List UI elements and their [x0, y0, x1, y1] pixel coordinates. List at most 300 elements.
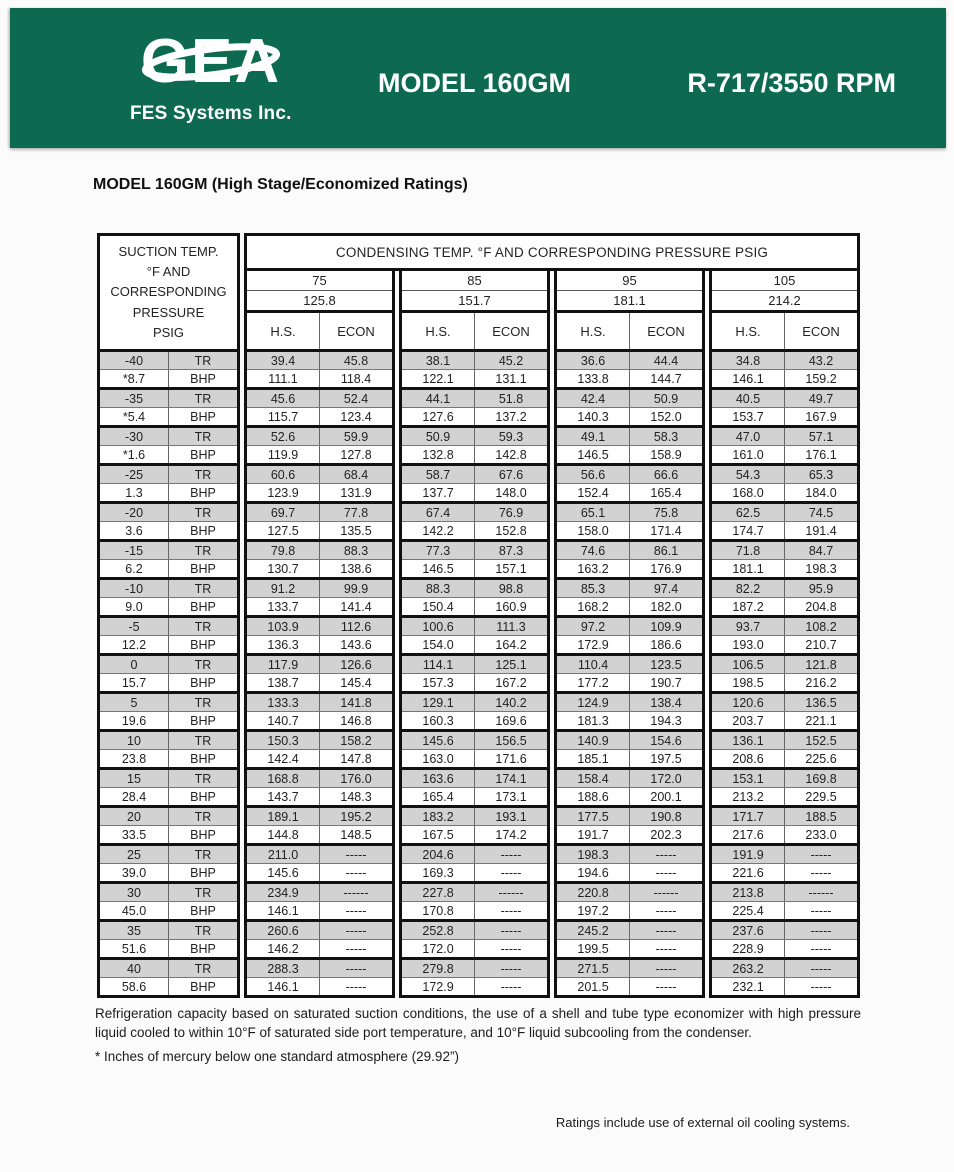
value-cell: 157.1 — [475, 560, 549, 579]
value-cell: 194.6 — [556, 864, 630, 883]
value-cell: 127.8 — [320, 446, 394, 465]
value-cell: 164.2 — [475, 636, 549, 655]
value-cell: 68.4 — [320, 465, 394, 484]
table-row-bhp — [99, 560, 859, 579]
value-cell: 60.6 — [246, 465, 320, 484]
value-cell: ----- — [475, 845, 549, 864]
value-cell: 190.7 — [630, 674, 704, 693]
value-cell: 193.1 — [475, 807, 549, 826]
row-label-cell: BHP — [169, 370, 239, 389]
value-cell: 152.4 — [556, 484, 630, 503]
value-cell: ----- — [475, 921, 549, 940]
condensing-group-85 — [401, 270, 549, 312]
value-cell: 177.2 — [556, 674, 630, 693]
value-cell: 62.5 — [711, 503, 785, 522]
value-cell: 50.9 — [630, 389, 704, 408]
value-cell: 74.5 — [785, 503, 859, 522]
value-cell: 120.6 — [711, 693, 785, 712]
value-cell: 229.5 — [785, 788, 859, 807]
suction-temp-cell: 30 — [99, 883, 169, 902]
value-cell: ------ — [320, 883, 394, 902]
value-cell: 227.8 — [401, 883, 475, 902]
value-cell: 146.5 — [556, 446, 630, 465]
value-cell: ----- — [475, 940, 549, 959]
suction-temp-cell: 35 — [99, 921, 169, 940]
value-cell: 252.8 — [401, 921, 475, 940]
value-cell: 167.2 — [475, 674, 549, 693]
table-row-tr — [99, 959, 859, 978]
row-label-cell: TR — [169, 883, 239, 902]
banner-spec-title: R-717/3550 RPM — [687, 68, 896, 98]
row-label-cell: BHP — [169, 864, 239, 883]
value-cell: 110.4 — [556, 655, 630, 674]
value-cell: 185.1 — [556, 750, 630, 769]
value-cell: 172.0 — [401, 940, 475, 959]
value-cell: 67.6 — [475, 465, 549, 484]
table-row-bhp — [99, 674, 859, 693]
value-cell: 279.8 — [401, 959, 475, 978]
value-cell: 36.6 — [556, 351, 630, 370]
value-cell: 77.8 — [320, 503, 394, 522]
row-label-cell: BHP — [169, 484, 239, 503]
value-cell: 146.5 — [401, 560, 475, 579]
value-cell: 138.6 — [320, 560, 394, 579]
value-cell: 210.7 — [785, 636, 859, 655]
table-row-tr — [99, 921, 859, 940]
value-cell: ----- — [785, 959, 859, 978]
suction-temp-cell: -35 — [99, 389, 169, 408]
value-cell: ----- — [630, 978, 704, 997]
suction-pressure-cell: 23.8 — [99, 750, 169, 769]
value-cell: 208.6 — [711, 750, 785, 769]
value-cell: 171.7 — [711, 807, 785, 826]
value-cell: 170.8 — [401, 902, 475, 921]
value-cell: ----- — [785, 902, 859, 921]
value-cell: ----- — [475, 864, 549, 883]
econ-column-header: ECON — [630, 312, 704, 351]
banner-titles — [378, 68, 896, 99]
value-cell: 198.5 — [711, 674, 785, 693]
value-cell: 174.2 — [475, 826, 549, 845]
value-cell: 197.2 — [556, 902, 630, 921]
value-cell: 136.5 — [785, 693, 859, 712]
value-cell: ----- — [320, 864, 394, 883]
suction-pressure-cell: 39.0 — [99, 864, 169, 883]
value-cell: 172.0 — [630, 769, 704, 788]
table-row-tr — [99, 845, 859, 864]
row-label-cell: TR — [169, 731, 239, 750]
value-cell: ----- — [320, 845, 394, 864]
value-cell: 158.9 — [630, 446, 704, 465]
value-cell: 193.0 — [711, 636, 785, 655]
value-cell: 198.3 — [785, 560, 859, 579]
value-cell: ----- — [630, 959, 704, 978]
value-cell: 135.5 — [320, 522, 394, 541]
suction-header-cell: SUCTION TEMP. °F AND CORRESPONDING PRESSURE PSIG — [99, 235, 239, 351]
value-cell: 77.3 — [401, 541, 475, 560]
value-cell: 137.7 — [401, 484, 475, 503]
value-cell: 146.1 — [246, 978, 320, 997]
value-cell: 69.7 — [246, 503, 320, 522]
row-label-cell: TR — [169, 655, 239, 674]
value-cell: ----- — [630, 902, 704, 921]
row-label-cell: BHP — [169, 940, 239, 959]
value-cell: 39.4 — [246, 351, 320, 370]
value-cell: 198.3 — [556, 845, 630, 864]
condensing-temp: 105 — [773, 273, 796, 288]
suction-pressure-cell: *1.6 — [99, 446, 169, 465]
value-cell: 106.5 — [711, 655, 785, 674]
value-cell: 142.2 — [401, 522, 475, 541]
suction-pressure-cell: 33.5 — [99, 826, 169, 845]
row-label-cell: TR — [169, 351, 239, 370]
suction-temp-cell: -5 — [99, 617, 169, 636]
econ-column-header: ECON — [320, 312, 394, 351]
value-cell: 108.2 — [785, 617, 859, 636]
row-label-cell: BHP — [169, 446, 239, 465]
table-row-tr — [99, 351, 859, 370]
value-cell: 140.9 — [556, 731, 630, 750]
value-cell: 194.3 — [630, 712, 704, 731]
value-cell: 91.2 — [246, 579, 320, 598]
table-row-tr — [99, 389, 859, 408]
value-cell: ----- — [320, 940, 394, 959]
value-cell: 145.4 — [320, 674, 394, 693]
value-cell: 148.3 — [320, 788, 394, 807]
value-cell: 143.7 — [246, 788, 320, 807]
value-cell: 47.0 — [711, 427, 785, 446]
value-cell: 88.3 — [401, 579, 475, 598]
value-cell: 171.6 — [475, 750, 549, 769]
row-label-cell: BHP — [169, 750, 239, 769]
row-label-cell: BHP — [169, 788, 239, 807]
value-cell: 148.5 — [320, 826, 394, 845]
value-cell: 148.0 — [475, 484, 549, 503]
econ-column-header: ECON — [475, 312, 549, 351]
value-cell: 76.9 — [475, 503, 549, 522]
value-cell: 186.6 — [630, 636, 704, 655]
value-cell: 79.8 — [246, 541, 320, 560]
value-cell: ------ — [630, 883, 704, 902]
condensing-temp: 75 — [312, 273, 327, 288]
gea-logo-icon — [116, 18, 306, 106]
value-cell: ----- — [785, 864, 859, 883]
value-cell: ----- — [785, 845, 859, 864]
value-cell: 52.6 — [246, 427, 320, 446]
table-row-tr — [99, 541, 859, 560]
value-cell: 152.5 — [785, 731, 859, 750]
row-label-cell: BHP — [169, 712, 239, 731]
value-cell: 204.8 — [785, 598, 859, 617]
value-cell: 85.3 — [556, 579, 630, 598]
value-cell: 225.6 — [785, 750, 859, 769]
row-label-cell: TR — [169, 617, 239, 636]
row-label-cell: TR — [169, 579, 239, 598]
value-cell: 174.1 — [475, 769, 549, 788]
value-cell: 146.2 — [246, 940, 320, 959]
value-cell: 50.9 — [401, 427, 475, 446]
suction-pressure-cell: 19.6 — [99, 712, 169, 731]
value-cell: ----- — [630, 845, 704, 864]
value-cell: ----- — [785, 921, 859, 940]
suction-pressure-cell: 45.0 — [99, 902, 169, 921]
value-cell: 100.6 — [401, 617, 475, 636]
value-cell: 45.6 — [246, 389, 320, 408]
suction-temp-cell: -25 — [99, 465, 169, 484]
value-cell: 171.4 — [630, 522, 704, 541]
value-cell: 182.0 — [630, 598, 704, 617]
logo-subtitle: FES Systems Inc. — [130, 103, 292, 124]
value-cell: 213.2 — [711, 788, 785, 807]
value-cell: 67.4 — [401, 503, 475, 522]
value-cell: 153.1 — [711, 769, 785, 788]
value-cell: 197.5 — [630, 750, 704, 769]
value-cell: 154.0 — [401, 636, 475, 655]
row-label-cell: BHP — [169, 674, 239, 693]
value-cell: 57.1 — [785, 427, 859, 446]
value-cell: 137.2 — [475, 408, 549, 427]
row-label-cell: TR — [169, 807, 239, 826]
value-cell: 121.8 — [785, 655, 859, 674]
value-cell: 112.6 — [320, 617, 394, 636]
suction-temp-cell: 25 — [99, 845, 169, 864]
value-cell: 168.2 — [556, 598, 630, 617]
value-cell: 123.5 — [630, 655, 704, 674]
condensing-pressure: 151.7 — [402, 290, 547, 310]
value-cell: 160.3 — [401, 712, 475, 731]
suction-pressure-cell: 9.0 — [99, 598, 169, 617]
value-cell: 191.9 — [711, 845, 785, 864]
value-cell: 130.7 — [246, 560, 320, 579]
value-cell: 176.1 — [785, 446, 859, 465]
value-cell: ----- — [785, 978, 859, 997]
value-cell: 54.3 — [711, 465, 785, 484]
header-banner — [10, 8, 946, 148]
value-cell: 138.4 — [630, 693, 704, 712]
suction-temp-cell: 40 — [99, 959, 169, 978]
ratings-table — [97, 233, 860, 998]
value-cell: 97.2 — [556, 617, 630, 636]
row-label-cell: TR — [169, 427, 239, 446]
hs-column-header: H.S. — [246, 312, 320, 351]
condensing-pressure: 181.1 — [557, 290, 702, 310]
value-cell: 56.6 — [556, 465, 630, 484]
value-cell: 221.6 — [711, 864, 785, 883]
table-row-tr — [99, 617, 859, 636]
notes-block — [95, 1005, 861, 1067]
value-cell: 142.4 — [246, 750, 320, 769]
value-cell: 145.6 — [401, 731, 475, 750]
value-cell: ----- — [320, 959, 394, 978]
value-cell: 245.2 — [556, 921, 630, 940]
table-row-tr — [99, 731, 859, 750]
value-cell: 217.6 — [711, 826, 785, 845]
row-label-cell: TR — [169, 769, 239, 788]
value-cell: 199.5 — [556, 940, 630, 959]
value-cell: 124.9 — [556, 693, 630, 712]
value-cell: ----- — [475, 959, 549, 978]
value-cell: 203.7 — [711, 712, 785, 731]
value-cell: 232.1 — [711, 978, 785, 997]
econ-column-header: ECON — [785, 312, 859, 351]
row-label-cell: TR — [169, 921, 239, 940]
value-cell: 176.9 — [630, 560, 704, 579]
value-cell: 88.3 — [320, 541, 394, 560]
value-cell: 169.3 — [401, 864, 475, 883]
value-cell: 234.9 — [246, 883, 320, 902]
table-row-bhp — [99, 446, 859, 465]
value-cell: 97.4 — [630, 579, 704, 598]
gea-logo — [116, 18, 316, 125]
value-cell: 144.7 — [630, 370, 704, 389]
table-gap — [549, 270, 556, 997]
value-cell: 271.5 — [556, 959, 630, 978]
value-cell: 168.8 — [246, 769, 320, 788]
value-cell: 221.1 — [785, 712, 859, 731]
value-cell: ----- — [630, 864, 704, 883]
value-cell: 146.8 — [320, 712, 394, 731]
value-cell: 143.6 — [320, 636, 394, 655]
row-label-cell: BHP — [169, 598, 239, 617]
value-cell: 93.7 — [711, 617, 785, 636]
suction-temp-cell: -30 — [99, 427, 169, 446]
value-cell: 133.3 — [246, 693, 320, 712]
value-cell: 142.8 — [475, 446, 549, 465]
row-label-cell: BHP — [169, 902, 239, 921]
value-cell: 187.2 — [711, 598, 785, 617]
value-cell: 133.8 — [556, 370, 630, 389]
hs-column-header: H.S. — [711, 312, 785, 351]
row-label-cell: TR — [169, 693, 239, 712]
value-cell: 211.0 — [246, 845, 320, 864]
value-cell: 145.6 — [246, 864, 320, 883]
footer-note: Ratings include use of external oil cooling systems. — [555, 1115, 850, 1130]
row-label-cell: BHP — [169, 560, 239, 579]
table-row-tr — [99, 427, 859, 446]
suction-temp-cell: 0 — [99, 655, 169, 674]
value-cell: 288.3 — [246, 959, 320, 978]
suction-temp-cell: 10 — [99, 731, 169, 750]
suction-pressure-cell: 58.6 — [99, 978, 169, 997]
value-cell: 163.0 — [401, 750, 475, 769]
value-cell: 49.1 — [556, 427, 630, 446]
value-cell: 138.7 — [246, 674, 320, 693]
value-cell: 168.0 — [711, 484, 785, 503]
table-row-bhp — [99, 712, 859, 731]
value-cell: 169.6 — [475, 712, 549, 731]
value-cell: ----- — [475, 902, 549, 921]
value-cell: 174.7 — [711, 522, 785, 541]
value-cell: 146.1 — [711, 370, 785, 389]
value-cell: 181.1 — [711, 560, 785, 579]
value-cell: 87.3 — [475, 541, 549, 560]
value-cell: 150.4 — [401, 598, 475, 617]
value-cell: 52.4 — [320, 389, 394, 408]
value-cell: 237.6 — [711, 921, 785, 940]
value-cell: 127.5 — [246, 522, 320, 541]
condensing-pressure: 125.8 — [247, 290, 392, 310]
value-cell: 125.1 — [475, 655, 549, 674]
value-cell: 58.3 — [630, 427, 704, 446]
value-cell: 131.9 — [320, 484, 394, 503]
value-cell: 220.8 — [556, 883, 630, 902]
value-cell: 95.9 — [785, 579, 859, 598]
value-cell: 165.4 — [630, 484, 704, 503]
table-gap — [394, 270, 401, 997]
value-cell: 153.7 — [711, 408, 785, 427]
row-label-cell: TR — [169, 389, 239, 408]
value-cell: 84.7 — [785, 541, 859, 560]
row-label-cell: BHP — [169, 408, 239, 427]
value-cell: 49.7 — [785, 389, 859, 408]
value-cell: 45.2 — [475, 351, 549, 370]
value-cell: 51.8 — [475, 389, 549, 408]
value-cell: 204.6 — [401, 845, 475, 864]
table-gap — [239, 235, 246, 997]
header-row — [99, 235, 859, 270]
condensing-temp: 85 — [467, 273, 482, 288]
value-cell: 147.8 — [320, 750, 394, 769]
value-cell: 163.2 — [556, 560, 630, 579]
ratings-table-wrap — [97, 233, 860, 998]
suction-pressure-cell: *8.7 — [99, 370, 169, 389]
suction-temp-cell: 20 — [99, 807, 169, 826]
value-cell: 191.7 — [556, 826, 630, 845]
value-cell: 161.0 — [711, 446, 785, 465]
value-cell: 111.3 — [475, 617, 549, 636]
value-cell: ----- — [320, 902, 394, 921]
value-cell: 154.6 — [630, 731, 704, 750]
value-cell: 176.0 — [320, 769, 394, 788]
svg-text:GEA: GEA — [140, 27, 282, 96]
value-cell: 38.1 — [401, 351, 475, 370]
table-row-bhp — [99, 978, 859, 997]
value-cell: 114.1 — [401, 655, 475, 674]
value-cell: 141.8 — [320, 693, 394, 712]
value-cell: 167.9 — [785, 408, 859, 427]
table-row-bhp — [99, 788, 859, 807]
suction-temp-cell: 5 — [99, 693, 169, 712]
table-row-tr — [99, 655, 859, 674]
value-cell: ----- — [785, 940, 859, 959]
value-cell: 127.6 — [401, 408, 475, 427]
value-cell: 118.4 — [320, 370, 394, 389]
table-row-bhp — [99, 408, 859, 427]
value-cell: 74.6 — [556, 541, 630, 560]
value-cell: 66.6 — [630, 465, 704, 484]
table-row-bhp — [99, 636, 859, 655]
value-cell: 163.6 — [401, 769, 475, 788]
value-cell: 216.2 — [785, 674, 859, 693]
value-cell: 140.2 — [475, 693, 549, 712]
value-cell: 160.9 — [475, 598, 549, 617]
suction-pressure-cell: 15.7 — [99, 674, 169, 693]
suction-temp-cell: -40 — [99, 351, 169, 370]
value-cell: 44.4 — [630, 351, 704, 370]
value-cell: ----- — [630, 921, 704, 940]
table-row-bhp — [99, 826, 859, 845]
value-cell: 188.6 — [556, 788, 630, 807]
table-row-tr — [99, 807, 859, 826]
value-cell: 158.0 — [556, 522, 630, 541]
value-cell: 195.2 — [320, 807, 394, 826]
page-title: MODEL 160GM (High Stage/Economized Ratings) — [93, 176, 468, 193]
value-cell: 122.1 — [401, 370, 475, 389]
condensing-group-75 — [246, 270, 394, 312]
value-cell: 202.3 — [630, 826, 704, 845]
value-cell: 159.2 — [785, 370, 859, 389]
table-row-bhp — [99, 750, 859, 769]
